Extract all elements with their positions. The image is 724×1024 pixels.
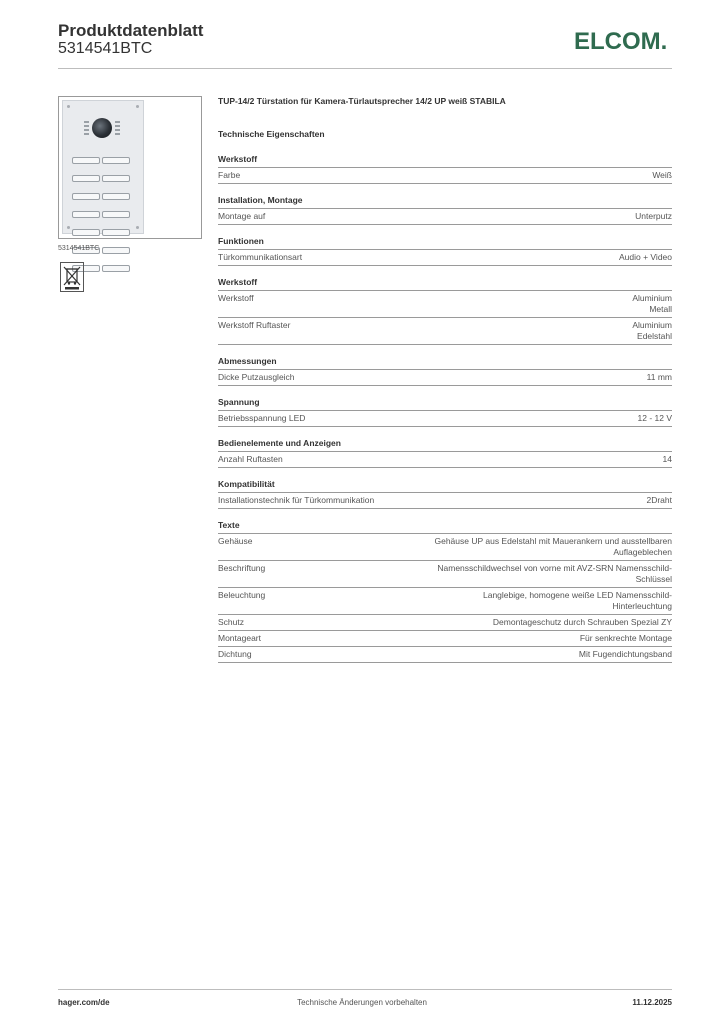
property-value [315,413,672,424]
call-button-icon [102,157,130,164]
property-label: Montageart [218,633,261,643]
call-button-icon [72,211,100,218]
property-value [275,563,672,585]
property-value [300,320,672,342]
property-value-line: Weiß [652,170,672,180]
property-value [275,211,672,222]
property-value-line: 14 [662,454,672,464]
property-label: Montage auf [218,211,266,221]
group-title: Werkstoff [218,277,672,291]
property-value-line: Hinterleuchtung [612,601,672,611]
screw-icon [67,105,70,108]
group-title: Bedienelemente und Anzeigen [218,438,672,452]
brand-logo: ELCOM. [574,28,668,55]
section-heading: Technische Eigenschaften [218,129,325,139]
property-label: Türkommunikationsart [218,252,303,262]
product-code: 5314541BTC [58,40,153,57]
call-button-icon [102,229,130,236]
call-button-icon [102,175,130,182]
property-row [218,250,672,266]
image-caption: 5314541BTC [58,245,100,252]
property-label: Anzahl Ruftasten [218,454,283,464]
group-title: Abmessungen [218,356,672,370]
property-row [218,588,672,615]
product-image [58,96,202,239]
property-value-line: Aluminium [632,293,672,303]
property-value [271,633,672,644]
property-group [218,236,672,266]
footer-divider [58,989,672,990]
property-value [264,293,672,315]
screw-icon [136,105,139,108]
property-group [218,520,672,663]
group-title: Funktionen [218,236,672,250]
property-row [218,168,672,184]
screw-icon [67,226,70,229]
property-value-line: Edelstahl [637,331,672,341]
property-row [218,647,672,663]
call-button-icon [72,175,100,182]
property-value [293,454,672,465]
property-row [218,615,672,631]
product-title: TUP-14/2 Türstation für Kamera-Türlautsprecher 14/2 UP weiß STABILA [218,96,506,106]
call-button-icon [102,193,130,200]
screw-icon [136,226,139,229]
property-value-line: Schlüssel [635,574,672,584]
property-label: Schutz [218,617,244,627]
property-row [218,291,672,318]
property-value [312,252,672,263]
property-value-line: Auflageblechen [613,547,672,557]
property-group [218,479,672,509]
property-row [218,209,672,225]
property-group [218,277,672,345]
call-button-icon [72,193,100,200]
property-row [218,411,672,427]
property-value [263,536,673,558]
property-value-line: Langlebige, homogene weiße LED Namensschild- [483,590,672,600]
group-title: Spannung [218,397,672,411]
property-value-line: Metall [649,304,672,314]
property-label: Gehäuse [218,536,253,546]
property-row [218,318,672,345]
property-value-line: Für senkrechte Montage [579,633,672,643]
call-button-icon [72,229,100,236]
speaker-grille-icon [84,121,89,135]
property-row [218,561,672,588]
property-value [275,590,672,612]
property-label: Betriebsspannung LED [218,413,306,423]
property-value-line: Unterputz [635,211,672,221]
door-station-panel [62,100,144,234]
property-label: Werkstoff [218,293,254,303]
property-value-line: Gehäuse UP aus Edelstahl mit Mauerankern und ausstellbaren [434,536,672,546]
property-row [218,534,672,561]
property-label: Dicke Putzausgleich [218,372,295,382]
property-value-line: Audio + Video [618,252,672,262]
call-button-icon [102,265,130,272]
header-divider [58,68,672,69]
camera-icon [92,118,112,138]
property-row [218,493,672,509]
property-row [218,631,672,647]
property-row [218,452,672,468]
property-value-line: 11 mm [646,372,672,382]
property-value [254,617,672,628]
property-label: Beschriftung [218,563,266,573]
property-value-line: 2Draht [646,495,672,505]
property-group [218,356,672,386]
property-group [218,438,672,468]
property-value [250,170,672,181]
property-value-line: 12 - 12 V [637,413,672,423]
property-groups [218,154,672,663]
datasheet-content [218,96,672,663]
property-group [218,154,672,184]
property-group [218,397,672,427]
property-value [305,372,672,383]
property-value-line: Demontageschutz durch Schrauben Spezial ZY [492,617,672,627]
call-button-icon [102,211,130,218]
footer-disclaimer: Technische Änderungen vorbehalten [297,998,427,1007]
group-title: Kompatibilität [218,479,672,493]
group-title: Werkstoff [218,154,672,168]
property-value [384,495,672,506]
property-label: Farbe [218,170,241,180]
property-value-line: Mit Fugendichtungsband [578,649,672,659]
property-row [218,370,672,386]
group-title: Installation, Montage [218,195,672,209]
call-button-icon [102,247,130,254]
property-label: Installationstechnik für Türkommunikation [218,495,375,505]
page-title: Produktdatenblatt [58,21,204,40]
weee-crossed-out-bin-icon [60,262,84,292]
property-value-line: Namensschildwechsel von vorne mit AVZ-SRN Namensschild- [437,563,672,573]
call-button-icon [72,157,100,164]
property-label: Werkstoff Ruftaster [218,320,291,330]
property-label: Dichtung [218,649,252,659]
property-label: Beleuchtung [218,590,266,600]
property-value-line: Aluminium [632,320,672,330]
footer-date: 11.12.2025 [632,998,672,1007]
call-buttons [71,153,135,279]
group-title: Texte [218,520,672,534]
footer-website: hager.com/de [58,998,110,1007]
property-value [262,649,672,660]
speaker-grille-icon [115,121,120,135]
property-group [218,195,672,225]
